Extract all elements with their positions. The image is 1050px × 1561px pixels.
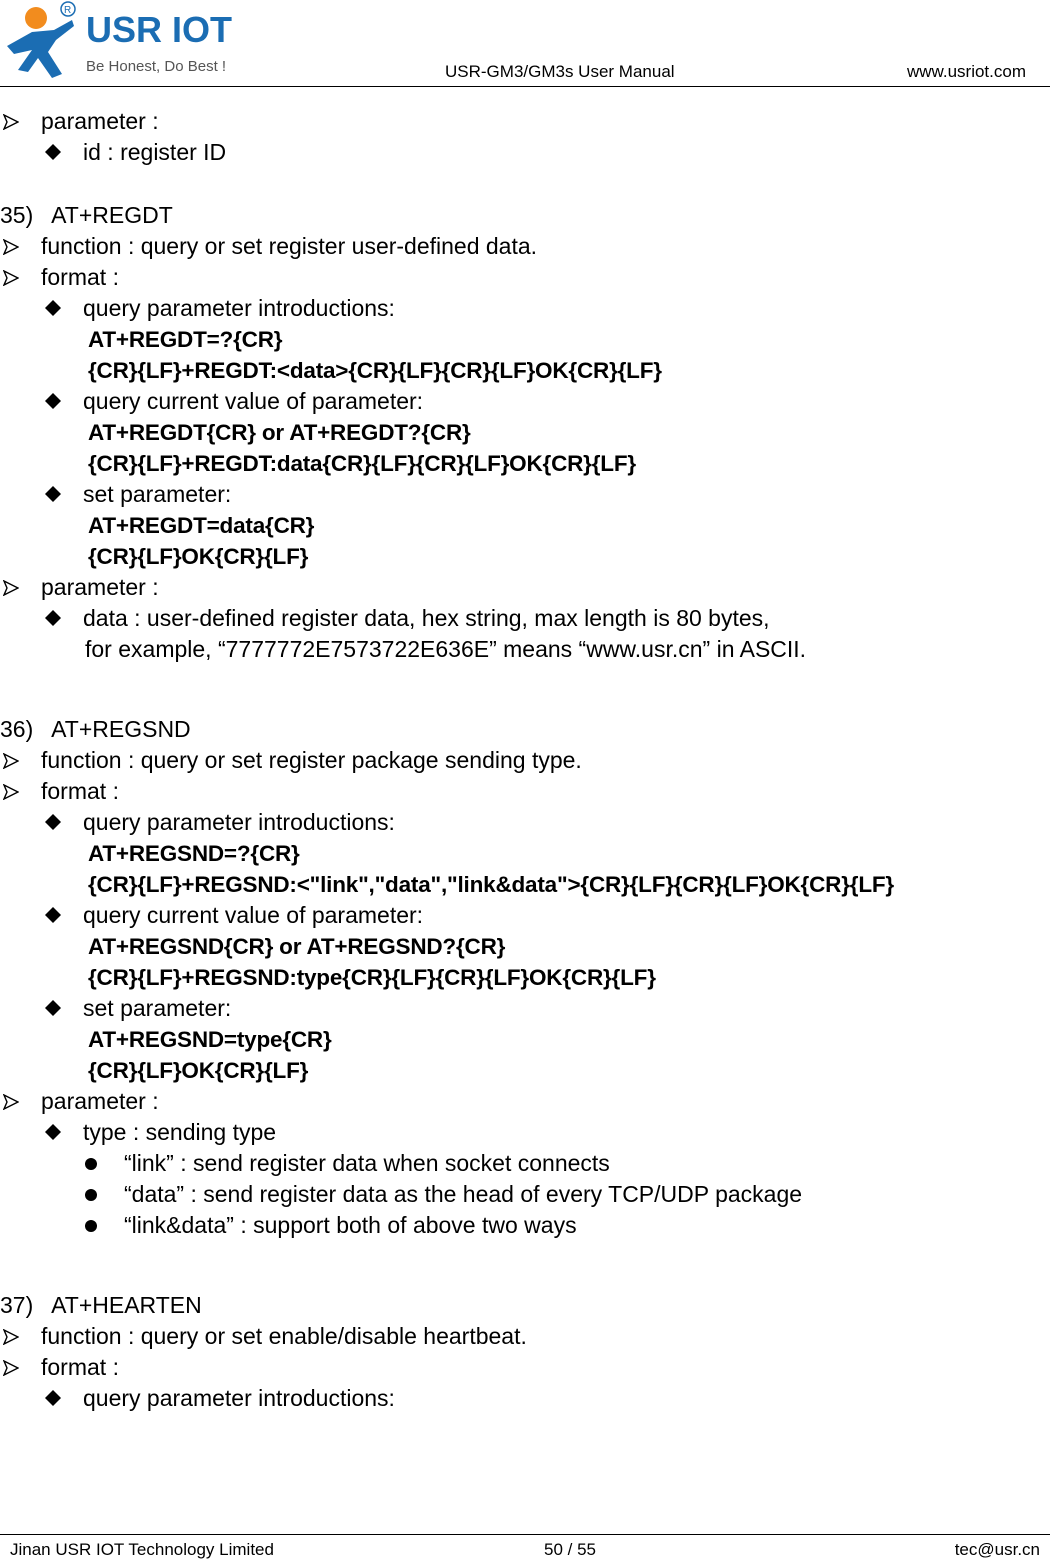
arrow-bullet-item xyxy=(0,572,1040,603)
line-text: {CR}{LF}+REGDT:data{CR}{LF}{CR}{LF}OK{CR}{LF} xyxy=(88,451,636,476)
footer-divider xyxy=(0,1534,1050,1535)
arrow-bullet-item xyxy=(0,231,1040,262)
arrow-bullet-item xyxy=(0,1321,1040,1352)
line-text: type : sending type xyxy=(83,1119,277,1145)
line-text: query parameter introductions: xyxy=(83,295,395,321)
arrow-bullet-item xyxy=(0,1352,1040,1383)
dot-bullet-icon xyxy=(84,1188,98,1202)
footer-company: Jinan USR IOT Technology Limited xyxy=(10,1540,274,1559)
line-text: “data” : send register data as the head of every TCP/UDP package xyxy=(124,1181,803,1207)
diamond-bullet-icon xyxy=(44,906,62,924)
line-text: 35) AT+REGDT xyxy=(0,202,173,228)
code-line xyxy=(0,962,1040,993)
arrow-bullet-item xyxy=(0,106,1040,137)
dot-bullet-icon xyxy=(84,1219,98,1233)
line-text: {CR}{LF}+REGDT:<data>{CR}{LF}{CR}{LF}OK{CR}{LF} xyxy=(88,358,662,383)
code-line xyxy=(0,869,1040,900)
line-text: 37) AT+HEARTEN xyxy=(0,1292,202,1318)
diamond-bullet-item xyxy=(0,479,1040,510)
diamond-bullet-icon xyxy=(44,1389,62,1407)
line-text: query parameter introductions: xyxy=(83,809,395,835)
code-line xyxy=(0,510,1040,541)
diamond-bullet-item xyxy=(0,603,1040,634)
diamond-bullet-icon xyxy=(44,485,62,503)
section-heading xyxy=(0,714,1040,745)
spacer xyxy=(0,665,1040,714)
line-text: {CR}{LF}+REGSND:<"link","data","link&data">{CR}{LF}{CR}{LF}OK{CR}{LF} xyxy=(88,872,894,897)
line-text: data : user-defined register data, hex string, max length is 80 bytes, xyxy=(83,605,770,631)
spacer xyxy=(0,168,1040,200)
page-header xyxy=(0,0,1050,88)
document-body xyxy=(0,106,1040,1414)
line-text: format : xyxy=(41,778,119,804)
line-text: {CR}{LF}OK{CR}{LF} xyxy=(88,544,309,569)
line-text: {CR}{LF}OK{CR}{LF} xyxy=(88,1058,309,1083)
line-text: set parameter: xyxy=(83,481,232,507)
line-text: “link” : send register data when socket connects xyxy=(124,1150,610,1176)
dot-bullet-item xyxy=(0,1179,1040,1210)
usr-iot-logo xyxy=(2,0,242,84)
line-text: 36) AT+REGSND xyxy=(0,716,191,742)
spacer xyxy=(0,1241,1040,1290)
diamond-bullet-icon xyxy=(44,143,62,161)
diamond-bullet-item xyxy=(0,1383,1040,1414)
code-line xyxy=(0,448,1040,479)
line-text: query current value of parameter: xyxy=(83,902,424,928)
diamond-bullet-item xyxy=(0,293,1040,324)
line-text: format : xyxy=(41,1354,119,1380)
page-number: 50 / 55 xyxy=(544,1540,596,1559)
line-text: id : register ID xyxy=(83,139,227,165)
svg-text:Be Honest, Do Best !: Be Honest, Do Best ! xyxy=(86,58,227,75)
line-text: AT+REGSND=type{CR} xyxy=(88,1027,332,1052)
diamond-bullet-item xyxy=(0,900,1040,931)
line-text: query current value of parameter: xyxy=(83,388,424,414)
line-text: AT+REGDT=data{CR} xyxy=(88,513,315,538)
code-line xyxy=(0,417,1040,448)
line-text: parameter : xyxy=(41,108,159,134)
section-heading xyxy=(0,1290,1040,1321)
arrow-bullet-item xyxy=(0,262,1040,293)
code-line xyxy=(0,1024,1040,1055)
code-line xyxy=(0,931,1040,962)
diamond-bullet-icon xyxy=(44,1123,62,1141)
dot-bullet-item xyxy=(0,1148,1040,1179)
arrow-bullet-item xyxy=(0,1086,1040,1117)
line-text: format : xyxy=(41,264,119,290)
diamond-bullet-icon xyxy=(44,299,62,317)
code-line xyxy=(0,541,1040,572)
line-text: parameter : xyxy=(41,574,159,600)
svg-text:R: R xyxy=(64,5,72,16)
line-text: AT+REGSND{CR} or AT+REGSND?{CR} xyxy=(88,934,506,959)
diamond-bullet-icon xyxy=(44,999,62,1017)
line-text: function : query or set register user-defined data. xyxy=(41,233,538,259)
arrow-bullet-item xyxy=(0,776,1040,807)
diamond-bullet-icon xyxy=(44,392,62,410)
line-text: query parameter introductions: xyxy=(83,1385,395,1411)
continuation-text xyxy=(0,634,1040,665)
header-divider xyxy=(0,86,1050,87)
dot-bullet-item xyxy=(0,1210,1040,1241)
line-text: AT+REGSND=?{CR} xyxy=(88,841,300,866)
website-link[interactable]: www.usriot.com xyxy=(906,62,1026,81)
line-text: set parameter: xyxy=(83,995,232,1021)
line-text: AT+REGDT=?{CR} xyxy=(88,327,283,352)
diamond-bullet-item xyxy=(0,1117,1040,1148)
code-line xyxy=(0,324,1040,355)
line-text: function : query or set register package sending type. xyxy=(41,747,582,773)
line-text: parameter : xyxy=(41,1088,159,1114)
svg-text:USR IOT: USR IOT xyxy=(86,9,233,50)
dot-bullet-icon xyxy=(84,1157,98,1171)
section-heading xyxy=(0,200,1040,231)
line-text: {CR}{LF}+REGSND:type{CR}{LF}{CR}{LF}OK{CR}{LF} xyxy=(88,965,656,990)
arrow-bullet-item xyxy=(0,745,1040,776)
line-text: AT+REGDT{CR} or AT+REGDT?{CR} xyxy=(88,420,471,445)
code-line xyxy=(0,1055,1040,1086)
diamond-bullet-icon xyxy=(44,609,62,627)
manual-title: USR-GM3/GM3s User Manual xyxy=(445,62,675,81)
diamond-bullet-item xyxy=(0,807,1040,838)
diamond-bullet-item xyxy=(0,386,1040,417)
diamond-bullet-icon xyxy=(44,813,62,831)
footer-email[interactable]: tec@usr.cn xyxy=(954,1540,1040,1559)
code-line xyxy=(0,355,1040,386)
line-text: for example, “7777772E7573722E636E” means “www.usr.cn” in ASCII. xyxy=(85,636,807,662)
line-text: “link&data” : support both of above two ways xyxy=(124,1212,577,1238)
diamond-bullet-item xyxy=(0,993,1040,1024)
code-line xyxy=(0,838,1040,869)
diamond-bullet-item xyxy=(0,137,1040,168)
line-text: function : query or set enable/disable heartbeat. xyxy=(41,1323,527,1349)
